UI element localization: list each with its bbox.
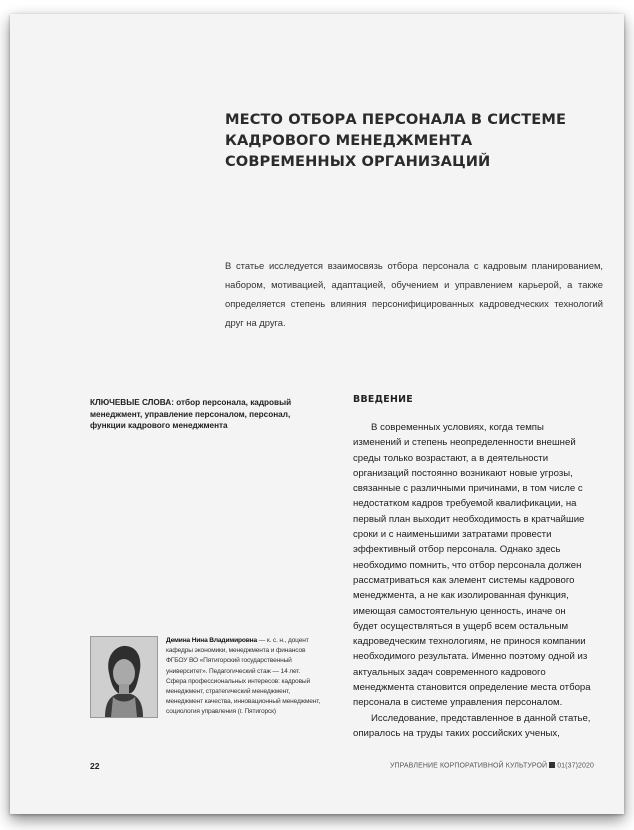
journal-page	[10, 14, 624, 814]
journal-footer	[390, 762, 594, 770]
keywords-text: отбор персонала, кадровый менеджмент, управление персоналом, персонал, функции кадрового менеджмента	[90, 398, 292, 431]
author-bio	[166, 636, 322, 718]
keywords-label: КЛЮЧЕВЫЕ СЛОВА:	[90, 398, 174, 407]
article-abstract: В статье исследуется взаимосвязь отбора персонала с кадровым планированием, набором, мотивацией, адаптацией, обучением и управлением карьерой, а также определяется степень влияния персонифицированных кадроведческих технологий друг на друга.	[225, 260, 603, 328]
section-heading: ВВЕДЕНИЕ	[353, 394, 413, 405]
author-photo	[90, 636, 158, 718]
square-separator-icon	[549, 762, 555, 768]
journal-name: УПРАВЛЕНИЕ КОРПОРАТИВНОЙ КУЛЬТУРОЙ	[389, 762, 548, 770]
page-number: 22	[90, 761, 100, 771]
body-paragraph: В современных условиях, когда темпы изменений и степень неопределенности внешней среды только возрастают, а в деятельности организаций постоянно возникают новые угрозы, связанные с различными причинами, в том числе с недостатком кадров требуемой квалификации, на первый план выходит необходимость в кратчайшие сроки и с наименьшими затратами провести эффективный отбор персонала. Однако здесь необходимо помнить, что отбор персонала должен рассматриваться как элемент системы кадрового менеджмента, а не как изолированная функция, имеющая самостоятельную ценность, иначе он будет осуществляться в ущерб всем остальным кадроведческим технологиям, не принося компании необходимого результата. Именно поэтому одной из актуальных задач современного кадрового менеджмента становится определение места отбора персонала в системе управления персоналом.	[353, 422, 591, 709]
author-description: — к. с. н., доцент кафедры экономики, менеджмента и финансов ФГБОУ ВО «Пятигорский государственный университет». Педагогический стаж — 14 лет. Сфера профессиональных интересов: кадровый менеджмент, стратегический менеджмент, менеджмент качества, инновационный менеджмент, социология управления (г. Пятигорск)	[166, 637, 321, 716]
journal-issue: 01(37)2020	[557, 762, 594, 770]
article-body	[353, 420, 593, 741]
body-paragraph: Исследование, представленное в данной статье, опиралось на труды таких российских ученых,	[353, 712, 591, 739]
article-title: МЕСТО ОТБОРА ПЕРСОНАЛА В СИСТЕМЕ КАДРОВОГО МЕНЕДЖМЕНТА СОВРЕМЕННЫХ ОРГАНИЗАЦИЙ	[225, 111, 567, 170]
keywords-block	[90, 397, 325, 432]
author-portrait-icon	[91, 637, 157, 717]
author-name: Демина Нина Владимировна	[166, 637, 258, 644]
